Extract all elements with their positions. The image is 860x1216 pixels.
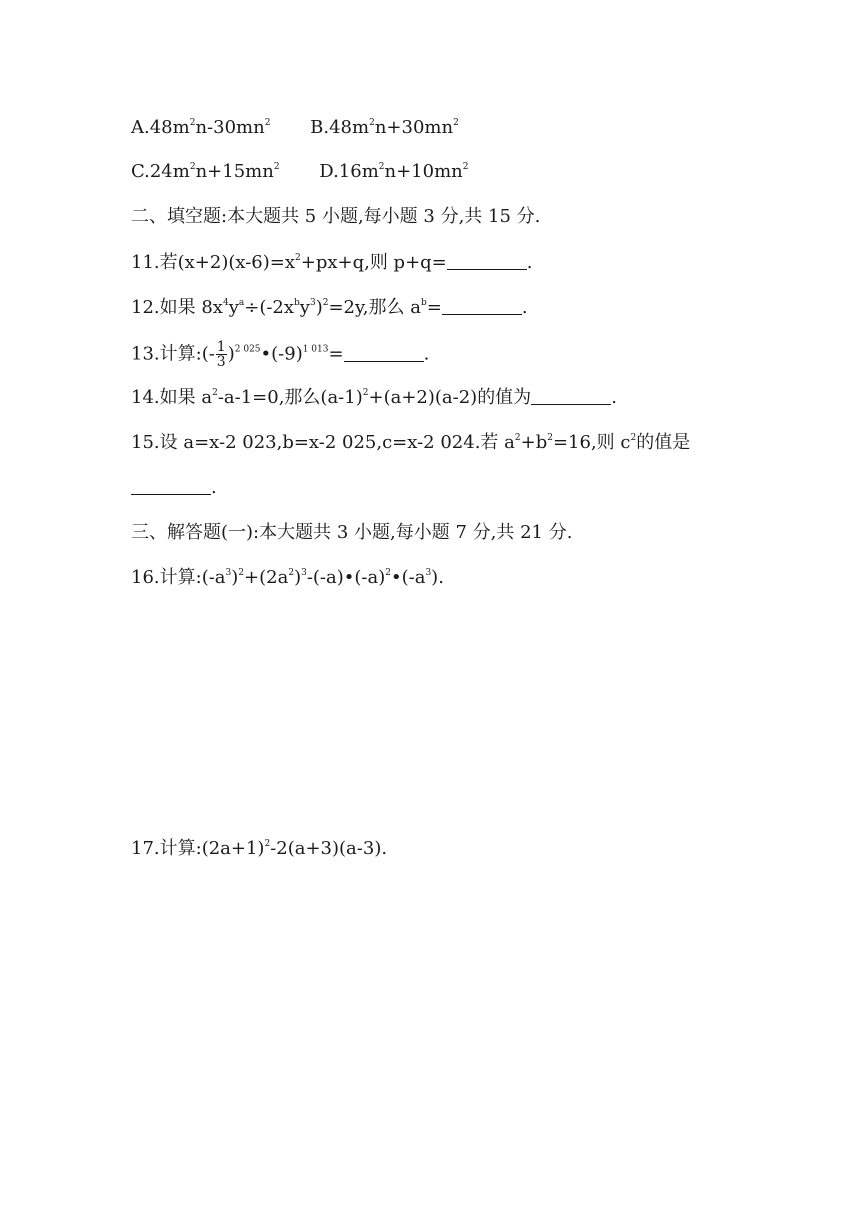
answer-blank[interactable]: [344, 345, 424, 362]
question-15-continuation: .: [131, 476, 217, 500]
q10-options-row-1: [131, 116, 459, 140]
answer-blank[interactable]: [131, 478, 211, 495]
question-11: 11.若$(x+2)(x-6)=x^2+px+q$,则 p+q= .: [131, 252, 533, 273]
answer-blank[interactable]: [447, 253, 527, 270]
section-2-heading: 二、填空题:本大题共 5 小题,每小题 3 分,共 15 分.: [131, 206, 541, 227]
fraction-one-third: $\frac{1}{3}$: [216, 339, 226, 370]
option-d[interactable]: $D.16m^2n+10mn^2$: [319, 161, 469, 182]
question-15: 15.设 a=x-2 023,b=x-2 025,c=x-2 024.若 $a^2+b^2=16$,则 $c^2$的值是: [131, 432, 691, 453]
option-a[interactable]: $A.48m^2n-30mn^2$: [131, 117, 271, 138]
question-14: 14.如果 $a^2-a-1=0$,那么$(a-1)^2+(a+2)(a-2)$的值为 .: [131, 387, 617, 408]
question-16: 16.计算$:(-a^3)^2+(2a^2)^3-(-a)•(-a)^2•(-a^3)$.: [131, 567, 444, 588]
answer-blank[interactable]: [531, 388, 611, 405]
section-3-heading: 三、解答题(一):本大题共 3 小题,每小题 7 分,共 21 分.: [131, 522, 573, 543]
q10-options-row-2: [131, 160, 468, 184]
question-17: 17.计算$:(2a+1)^2-2(a+3)(a-3)$.: [131, 838, 388, 859]
option-c[interactable]: $C.24m^2n+15mn^2$: [131, 161, 280, 182]
option-b[interactable]: $B.48m^2n+30mn^2$: [310, 117, 459, 138]
answer-blank[interactable]: [442, 298, 522, 315]
question-12: 12.如果 $8x^4y^a\div(-2x^by^3)^2=2y$,那么 $a^b=$ .: [131, 297, 528, 318]
question-13: 13.计算:(- $\frac{1}{3}$ )$^{2 025}•(-9)^{1 013}=$ .: [131, 339, 430, 370]
